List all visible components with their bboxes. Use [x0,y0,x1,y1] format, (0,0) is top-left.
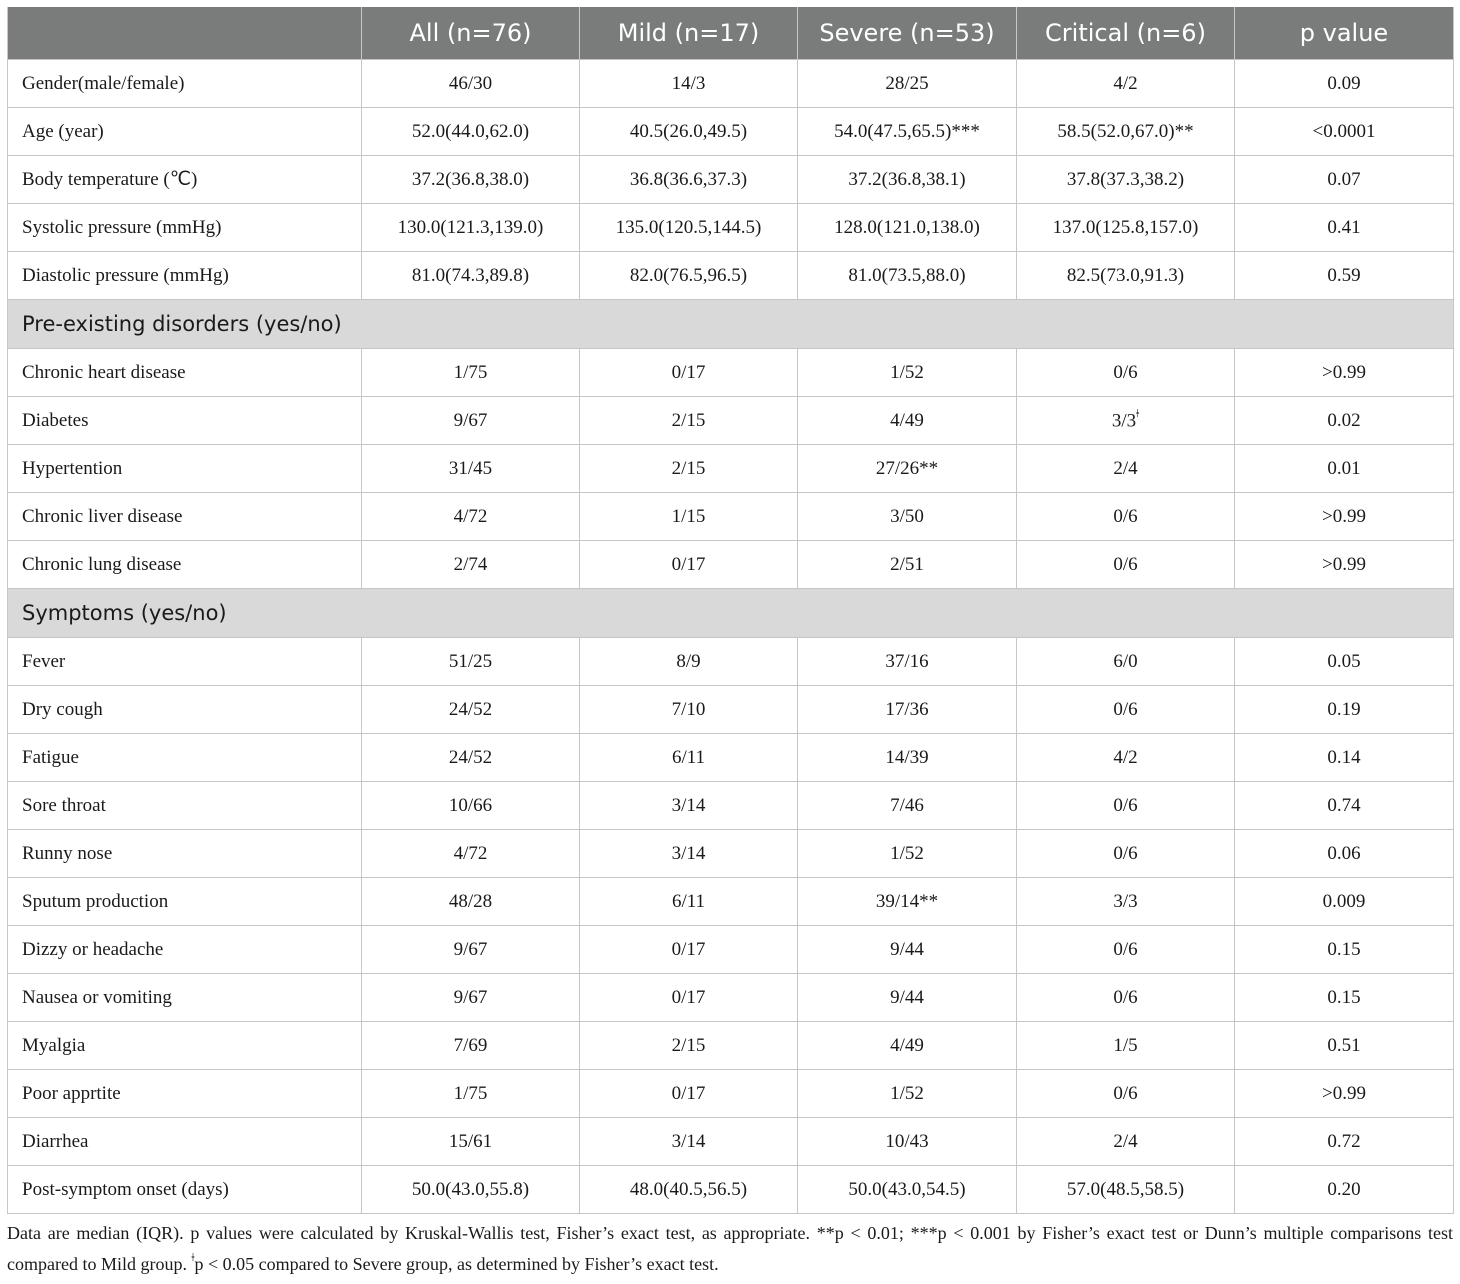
cell-severe [798,493,1017,541]
cell-value: 2/4 [1113,457,1138,479]
cell-p [1235,734,1454,782]
cell-severe [798,878,1017,926]
cell-value: 10/66 [448,794,493,816]
cell-critical [1017,445,1235,493]
row-label: Poor apprtite [8,1070,362,1118]
cell-p [1235,1166,1454,1214]
cell-all [362,445,580,493]
row-label: Age (year) [8,108,362,156]
cell-value: 28/25 [885,72,929,94]
cell-critical [1017,974,1235,1022]
cell-value: 36.8(36.6,37.3) [629,168,748,190]
cell-value: 0.51 [1327,1034,1361,1056]
cell-value: 0.15 [1327,938,1361,960]
cell-value: 46/30 [448,72,493,94]
cell-all [362,493,580,541]
cell-value: 4/2 [1113,746,1138,768]
cell-p [1235,349,1454,397]
cell-severe [798,60,1017,108]
cell-mild [580,541,798,589]
cell-value: 0/17 [671,361,706,383]
table-row [8,1166,1454,1214]
cell-mild [580,782,798,830]
row-label: Dry cough [8,686,362,734]
row-label: Sputum production [8,878,362,926]
row-label: Post-symptom onset (days) [8,1166,362,1214]
cell-critical [1017,1022,1235,1070]
cell-value: 58.5(52.0,67.0)** [1057,120,1194,142]
cell-value: 6/11 [671,746,706,768]
cell-critical [1017,1070,1235,1118]
cell-value: 8/9 [676,650,701,672]
cell-value: 0/6 [1113,553,1138,575]
cell-critical [1017,830,1235,878]
cell-value: 4/49 [890,409,924,431]
table-row [8,156,1454,204]
row-label: Sore throat [8,782,362,830]
cell-mild [580,445,798,493]
cell-value: 0.09 [1327,72,1361,94]
cell-p [1235,638,1454,686]
cell-severe [798,252,1017,300]
cell-severe [798,830,1017,878]
row-label: Body temperature (℃) [8,156,362,204]
cell-value: 14/39 [885,746,929,768]
cell-critical [1017,397,1235,445]
cell-value: 48/28 [448,890,493,912]
table-row [8,108,1454,156]
cell-value: 3/3 [1113,890,1138,912]
cell-value: 1/52 [890,842,924,864]
cell-value: 4/2 [1113,72,1138,94]
cell-mild [580,734,798,782]
cell-p [1235,686,1454,734]
cell-p [1235,397,1454,445]
cell-value: 2/74 [453,553,488,575]
cell-value: 137.0(125.8,157.0) [1052,216,1199,238]
table-row [8,782,1454,830]
cell-value: 0.19 [1327,698,1361,720]
cell-critical [1017,108,1235,156]
table-row [8,686,1454,734]
cell-value: 0/17 [671,986,706,1008]
cell-mild [580,1070,798,1118]
cell-p [1235,974,1454,1022]
row-label: Diarrhea [8,1118,362,1166]
cell-p [1235,782,1454,830]
cell-value: 0/6 [1113,842,1138,864]
cell-value: 3/14 [671,794,706,816]
cell-value: 17/36 [885,698,929,720]
cell-value: 0/6 [1113,938,1138,960]
cell-value: 40.5(26.0,49.5) [629,120,748,142]
cell-value: 37.2(36.8,38.0) [411,168,530,190]
table-container [7,7,1453,1277]
cell-value: 135.0(120.5,144.5) [615,216,762,238]
cell-value: 3/3 [1111,410,1137,432]
cell-value: 1/52 [890,1082,924,1104]
cell-value: 51/25 [448,650,493,672]
cell-value: 7/46 [890,794,924,816]
cell-all [362,108,580,156]
cell-value: 0/6 [1113,505,1138,527]
header-row [8,7,1454,60]
section-heading: Pre-existing disorders (yes/no) [8,300,1454,349]
cell-all [362,974,580,1022]
cell-value: 4/49 [890,1034,924,1056]
table-row [8,1070,1454,1118]
cell-value: 82.0(76.5,96.5) [629,264,748,286]
section-row-symptoms [8,589,1454,638]
cell-value: 24/52 [448,698,493,720]
cell-critical [1017,926,1235,974]
row-label: Dizzy or headache [8,926,362,974]
table-row [8,541,1454,589]
cell-p [1235,878,1454,926]
cell-critical [1017,782,1235,830]
cell-value: >0.99 [1322,361,1366,383]
cell-value: 9/44 [890,938,924,960]
cell-value: 3/14 [671,842,706,864]
cell-superscript: ǂ [1136,406,1140,421]
cell-value: 0/17 [671,553,706,575]
cell-severe [798,734,1017,782]
cell-critical [1017,1118,1235,1166]
row-label: Hypertention [8,445,362,493]
cell-p [1235,252,1454,300]
cell-value: 1/75 [453,1082,488,1104]
cell-value: 0/6 [1113,1082,1138,1104]
cell-value: 81.0(73.5,88.0) [848,264,966,286]
cell-mild [580,60,798,108]
header-cell-severe: Severe (n=53) [798,7,1017,60]
cell-value: 0.59 [1327,264,1361,286]
cell-severe [798,1022,1017,1070]
cell-severe [798,1166,1017,1214]
cell-value: <0.0001 [1312,120,1376,142]
cell-mild [580,156,798,204]
footnote-text-a: Data are median (IQR). p values were calculated by Kruskal-Wallis test, Fisher’s exact test, as appropriate. **p < 0.01; ***p < 0.001 by Fisher’s exact test or Dunn’s multiple comparisons test compared to Mild group. [7,1223,1453,1274]
cell-severe [798,156,1017,204]
cell-value: 27/26** [875,457,939,479]
table-row [8,638,1454,686]
cell-value: 81.0(74.3,89.8) [411,264,530,286]
cell-value: 0/17 [671,1082,706,1104]
cell-value: 6/0 [1113,650,1138,672]
cell-value: 0.72 [1327,1130,1361,1152]
row-label: Diastolic pressure (mmHg) [8,252,362,300]
cell-value: 128.0(121.0,138.0) [834,216,980,238]
cell-value: 4/72 [453,842,488,864]
header-cell-mild: Mild (n=17) [580,7,798,60]
cell-value: 3/14 [671,1130,706,1152]
cell-all [362,252,580,300]
cell-p [1235,204,1454,252]
cell-value: 0.14 [1327,746,1361,768]
cell-value: 37.2(36.8,38.1) [848,168,966,190]
cell-value: 0/6 [1113,794,1138,816]
table-row [8,60,1454,108]
cell-all [362,397,580,445]
cell-value: 31/45 [448,457,493,479]
cell-all [362,926,580,974]
table-body [8,60,1454,1214]
table-row [8,734,1454,782]
table-row [8,1118,1454,1166]
cell-value: 9/67 [453,409,488,431]
section-row-preexisting [8,300,1454,349]
cell-value: 2/15 [671,1034,706,1056]
cell-severe [798,204,1017,252]
table-row [8,878,1454,926]
row-label: Myalgia [8,1022,362,1070]
cell-critical [1017,686,1235,734]
cell-value: 1/5 [1113,1034,1138,1056]
cell-severe [798,926,1017,974]
cell-mild [580,1118,798,1166]
cell-value: 52.0(44.0,62.0) [411,120,530,142]
cell-value: 37.8(37.3,38.2) [1066,168,1185,190]
table-row [8,1022,1454,1070]
cell-severe [798,782,1017,830]
cell-critical [1017,156,1235,204]
cell-mild [580,830,798,878]
cell-mild [580,204,798,252]
cell-mild [580,108,798,156]
cell-mild [580,878,798,926]
cell-value: >0.99 [1322,553,1366,575]
cell-value: 57.0(48.5,58.5) [1066,1178,1185,1200]
cell-all [362,686,580,734]
cell-p [1235,1022,1454,1070]
cell-severe [798,541,1017,589]
table-row [8,397,1454,445]
cell-critical [1017,541,1235,589]
footnote-text-b: p < 0.05 compared to Severe group, as determined by Fisher’s exact test. [194,1254,719,1274]
cell-value: 24/52 [448,746,493,768]
row-label: Runny nose [8,830,362,878]
cell-value: 0.74 [1327,794,1361,816]
cell-value: 2/51 [890,553,924,575]
cell-all [362,878,580,926]
cell-critical [1017,349,1235,397]
cell-value: 0.01 [1327,457,1361,479]
cell-value: 50.0(43.0,55.8) [411,1178,530,1200]
header-cell-p-value: p value [1235,7,1454,60]
cell-severe [798,1070,1017,1118]
cell-value: 0/6 [1113,986,1138,1008]
cell-mild [580,1022,798,1070]
cell-value: 0.20 [1327,1178,1361,1200]
cell-value: 82.5(73.0,91.3) [1066,264,1185,286]
cell-value: 37/16 [885,650,929,672]
cell-value: 39/14** [875,890,939,912]
cell-value: 130.0(121.3,139.0) [397,216,544,238]
cell-p [1235,926,1454,974]
cell-value: 0/6 [1113,698,1138,720]
table-footnote [7,1220,1453,1277]
cell-all [362,349,580,397]
cell-mild [580,397,798,445]
cell-mild [580,974,798,1022]
cell-value: 2/15 [671,409,706,431]
cell-p [1235,1070,1454,1118]
cell-value: 0.41 [1327,216,1361,238]
cell-value: 0.15 [1327,986,1361,1008]
cell-p [1235,445,1454,493]
cell-value: 9/44 [890,986,924,1008]
cell-all [362,541,580,589]
cell-mild [580,493,798,541]
footnote-dagger: ǂ [191,1250,195,1264]
cell-value: 0.05 [1327,650,1361,672]
cell-severe [798,349,1017,397]
cell-severe [798,445,1017,493]
cell-value: 2/4 [1113,1130,1138,1152]
cell-value: 1/15 [671,505,706,527]
cell-value: 0.009 [1322,890,1366,912]
cell-p [1235,830,1454,878]
cell-mild [580,686,798,734]
cell-p [1235,493,1454,541]
table-row [8,493,1454,541]
cell-all [362,1118,580,1166]
header-cell-critical: Critical (n=6) [1017,7,1235,60]
cell-mild [580,926,798,974]
table-row [8,830,1454,878]
cell-all [362,734,580,782]
cell-all [362,156,580,204]
cell-severe [798,686,1017,734]
cell-all [362,60,580,108]
cell-critical [1017,204,1235,252]
cell-p [1235,541,1454,589]
cell-p [1235,1118,1454,1166]
row-label: Gender(male/female) [8,60,362,108]
cell-value: 14/3 [671,72,706,94]
cell-severe [798,108,1017,156]
cell-value: 0.07 [1327,168,1361,190]
section-heading: Symptoms (yes/no) [8,589,1454,638]
table-row [8,252,1454,300]
table-row [8,204,1454,252]
clinical-characteristics-table [7,7,1454,1214]
cell-critical [1017,493,1235,541]
cell-value: 9/67 [453,938,488,960]
cell-critical [1017,734,1235,782]
cell-value: 48.0(40.5,56.5) [629,1178,748,1200]
header-cell-label [8,7,362,60]
cell-value: 10/43 [885,1130,929,1152]
row-label: Chronic lung disease [8,541,362,589]
cell-value: 54.0(47.5,65.5)*** [834,120,980,142]
cell-p [1235,108,1454,156]
cell-severe [798,397,1017,445]
cell-value: 0/6 [1113,361,1138,383]
cell-mild [580,638,798,686]
cell-all [362,1070,580,1118]
table-row [8,445,1454,493]
row-label: Chronic heart disease [8,349,362,397]
cell-severe [798,1118,1017,1166]
cell-value: 50.0(43.0,54.5) [848,1178,966,1200]
cell-mild [580,252,798,300]
cell-value: 4/72 [453,505,488,527]
table-row [8,974,1454,1022]
cell-value: 2/15 [671,457,706,479]
cell-all [362,204,580,252]
cell-critical [1017,1166,1235,1214]
cell-p [1235,156,1454,204]
cell-value: 7/69 [453,1034,488,1056]
cell-value: 3/50 [890,505,924,527]
cell-value: 15/61 [448,1130,493,1152]
cell-critical [1017,252,1235,300]
cell-all [362,1022,580,1070]
cell-critical [1017,638,1235,686]
table-row [8,349,1454,397]
row-label: Nausea or vomiting [8,974,362,1022]
cell-value: 0.02 [1327,409,1361,431]
cell-all [362,1166,580,1214]
cell-value: 9/67 [453,986,488,1008]
cell-critical [1017,878,1235,926]
row-label: Chronic liver disease [8,493,362,541]
cell-p [1235,60,1454,108]
row-label: Fever [8,638,362,686]
row-label: Systolic pressure (mmHg) [8,204,362,252]
table-row [8,926,1454,974]
cell-value: 0/17 [671,938,706,960]
row-label: Fatigue [8,734,362,782]
header-cell-all: All (n=76) [362,7,580,60]
cell-value: 7/10 [671,698,706,720]
cell-value: >0.99 [1322,505,1366,527]
cell-mild [580,349,798,397]
row-label: Diabetes [8,397,362,445]
cell-value: 1/52 [890,361,924,383]
cell-value: 6/11 [671,890,706,912]
cell-critical [1017,60,1235,108]
cell-value: >0.99 [1322,1082,1366,1104]
cell-mild [580,1166,798,1214]
cell-all [362,830,580,878]
cell-value: 0.06 [1327,842,1361,864]
cell-severe [798,974,1017,1022]
cell-value: 1/75 [453,361,488,383]
cell-all [362,782,580,830]
cell-severe [798,638,1017,686]
cell-all [362,638,580,686]
